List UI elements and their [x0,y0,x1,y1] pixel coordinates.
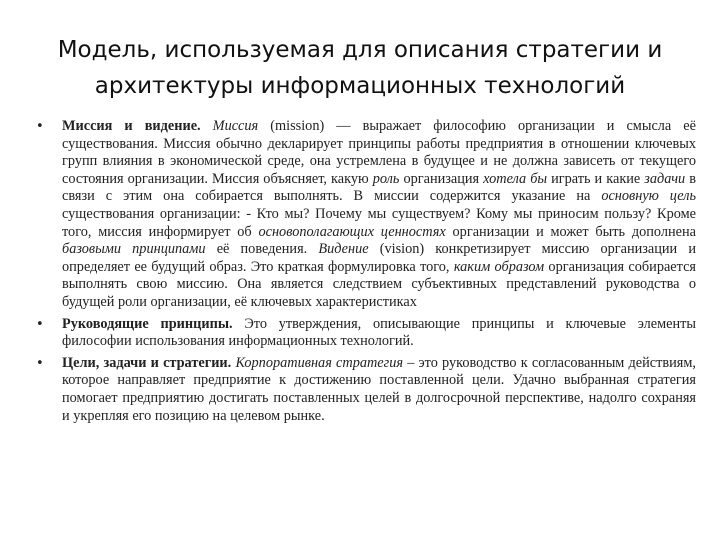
bullet-paragraph [62,355,696,425]
text-segment: – это руководство к согласованным действиям, которое направляет предприятие к достижению поставленной цели. Удачно выбранная стратегия помогает предприятию достигать поставленных целей в долгосрочной перспективе, надолго сохраняя и укрепляя его позицию на целевом рынке. [62,354,696,424]
slide-title [20,32,700,104]
text-segment: её поведения. [205,241,319,258]
italic-term: основополагающих ценностях [258,223,446,240]
italic-term: Видение [318,241,369,258]
bullet-paragraph [62,118,696,312]
bullet-item [32,316,696,351]
text-segment: организация собирается выполнять свою миссию. Она является следствием субъективных представлений руководства о будущей роли организации, её ключевых характеристиках [62,258,696,310]
italic-term: задачи [644,170,686,187]
text-segment: организация [399,170,484,187]
text-segment [201,118,213,134]
text-segment: (vision) конкретизирует миссию организации и определяет ее будущий образ. Это краткая формулировка того, [62,241,696,275]
text-segment: организации и может быть дополнена [445,223,696,240]
bullet-dot-icon: • [36,316,44,332]
italic-term: каким образом [453,258,545,275]
italic-term: роль [372,170,400,187]
bullet-dot-icon: • [36,355,44,371]
bullet-dot-icon: • [36,119,44,134]
italic-term: Миссия [212,118,259,134]
text-segment: существования организации: - Кто мы? Почему мы существуем? Кому мы приносим пользу? Кроме того, миссия информирует об [62,205,696,240]
bold-term: Цели, задачи и стратегии. [62,354,232,371]
slide-title-line-1: Модель, используемая для описания стратегии и [57,37,663,63]
text-segment: играть и какие [547,170,645,187]
italic-term: основную цель [601,188,696,205]
bullet-list [32,118,696,429]
bullet-item [32,118,696,312]
text-segment: в связи с этим она собирается выполнять. В миссии содержится указание на [62,170,696,205]
italic-term: Корпоративная стратегия [235,354,404,371]
italic-term: хотела бы [483,170,548,187]
bold-term: Миссия и видение. [62,118,201,134]
bullet-item [32,355,696,425]
slide-title-line-2: архитектуры информационных технологий [94,73,626,99]
italic-term: базовыми принципами [62,241,206,258]
bold-term: Руководящие принципы. [62,315,233,332]
text-segment: Это утверждения, описывающие принципы и ключевые элементы философии использования информационных технологий. [62,315,696,350]
bullet-paragraph [62,316,696,351]
text-segment: (mission) — выражает философию организации и смысла её существования. Миссия обычно декларирует принципы работы предприятия в отношении ключевых групп влияния в экономической среде, она устремлена в будущее и не должна зависеть от текущего состояния организации. Миссия объясняет, какую [62,118,696,187]
